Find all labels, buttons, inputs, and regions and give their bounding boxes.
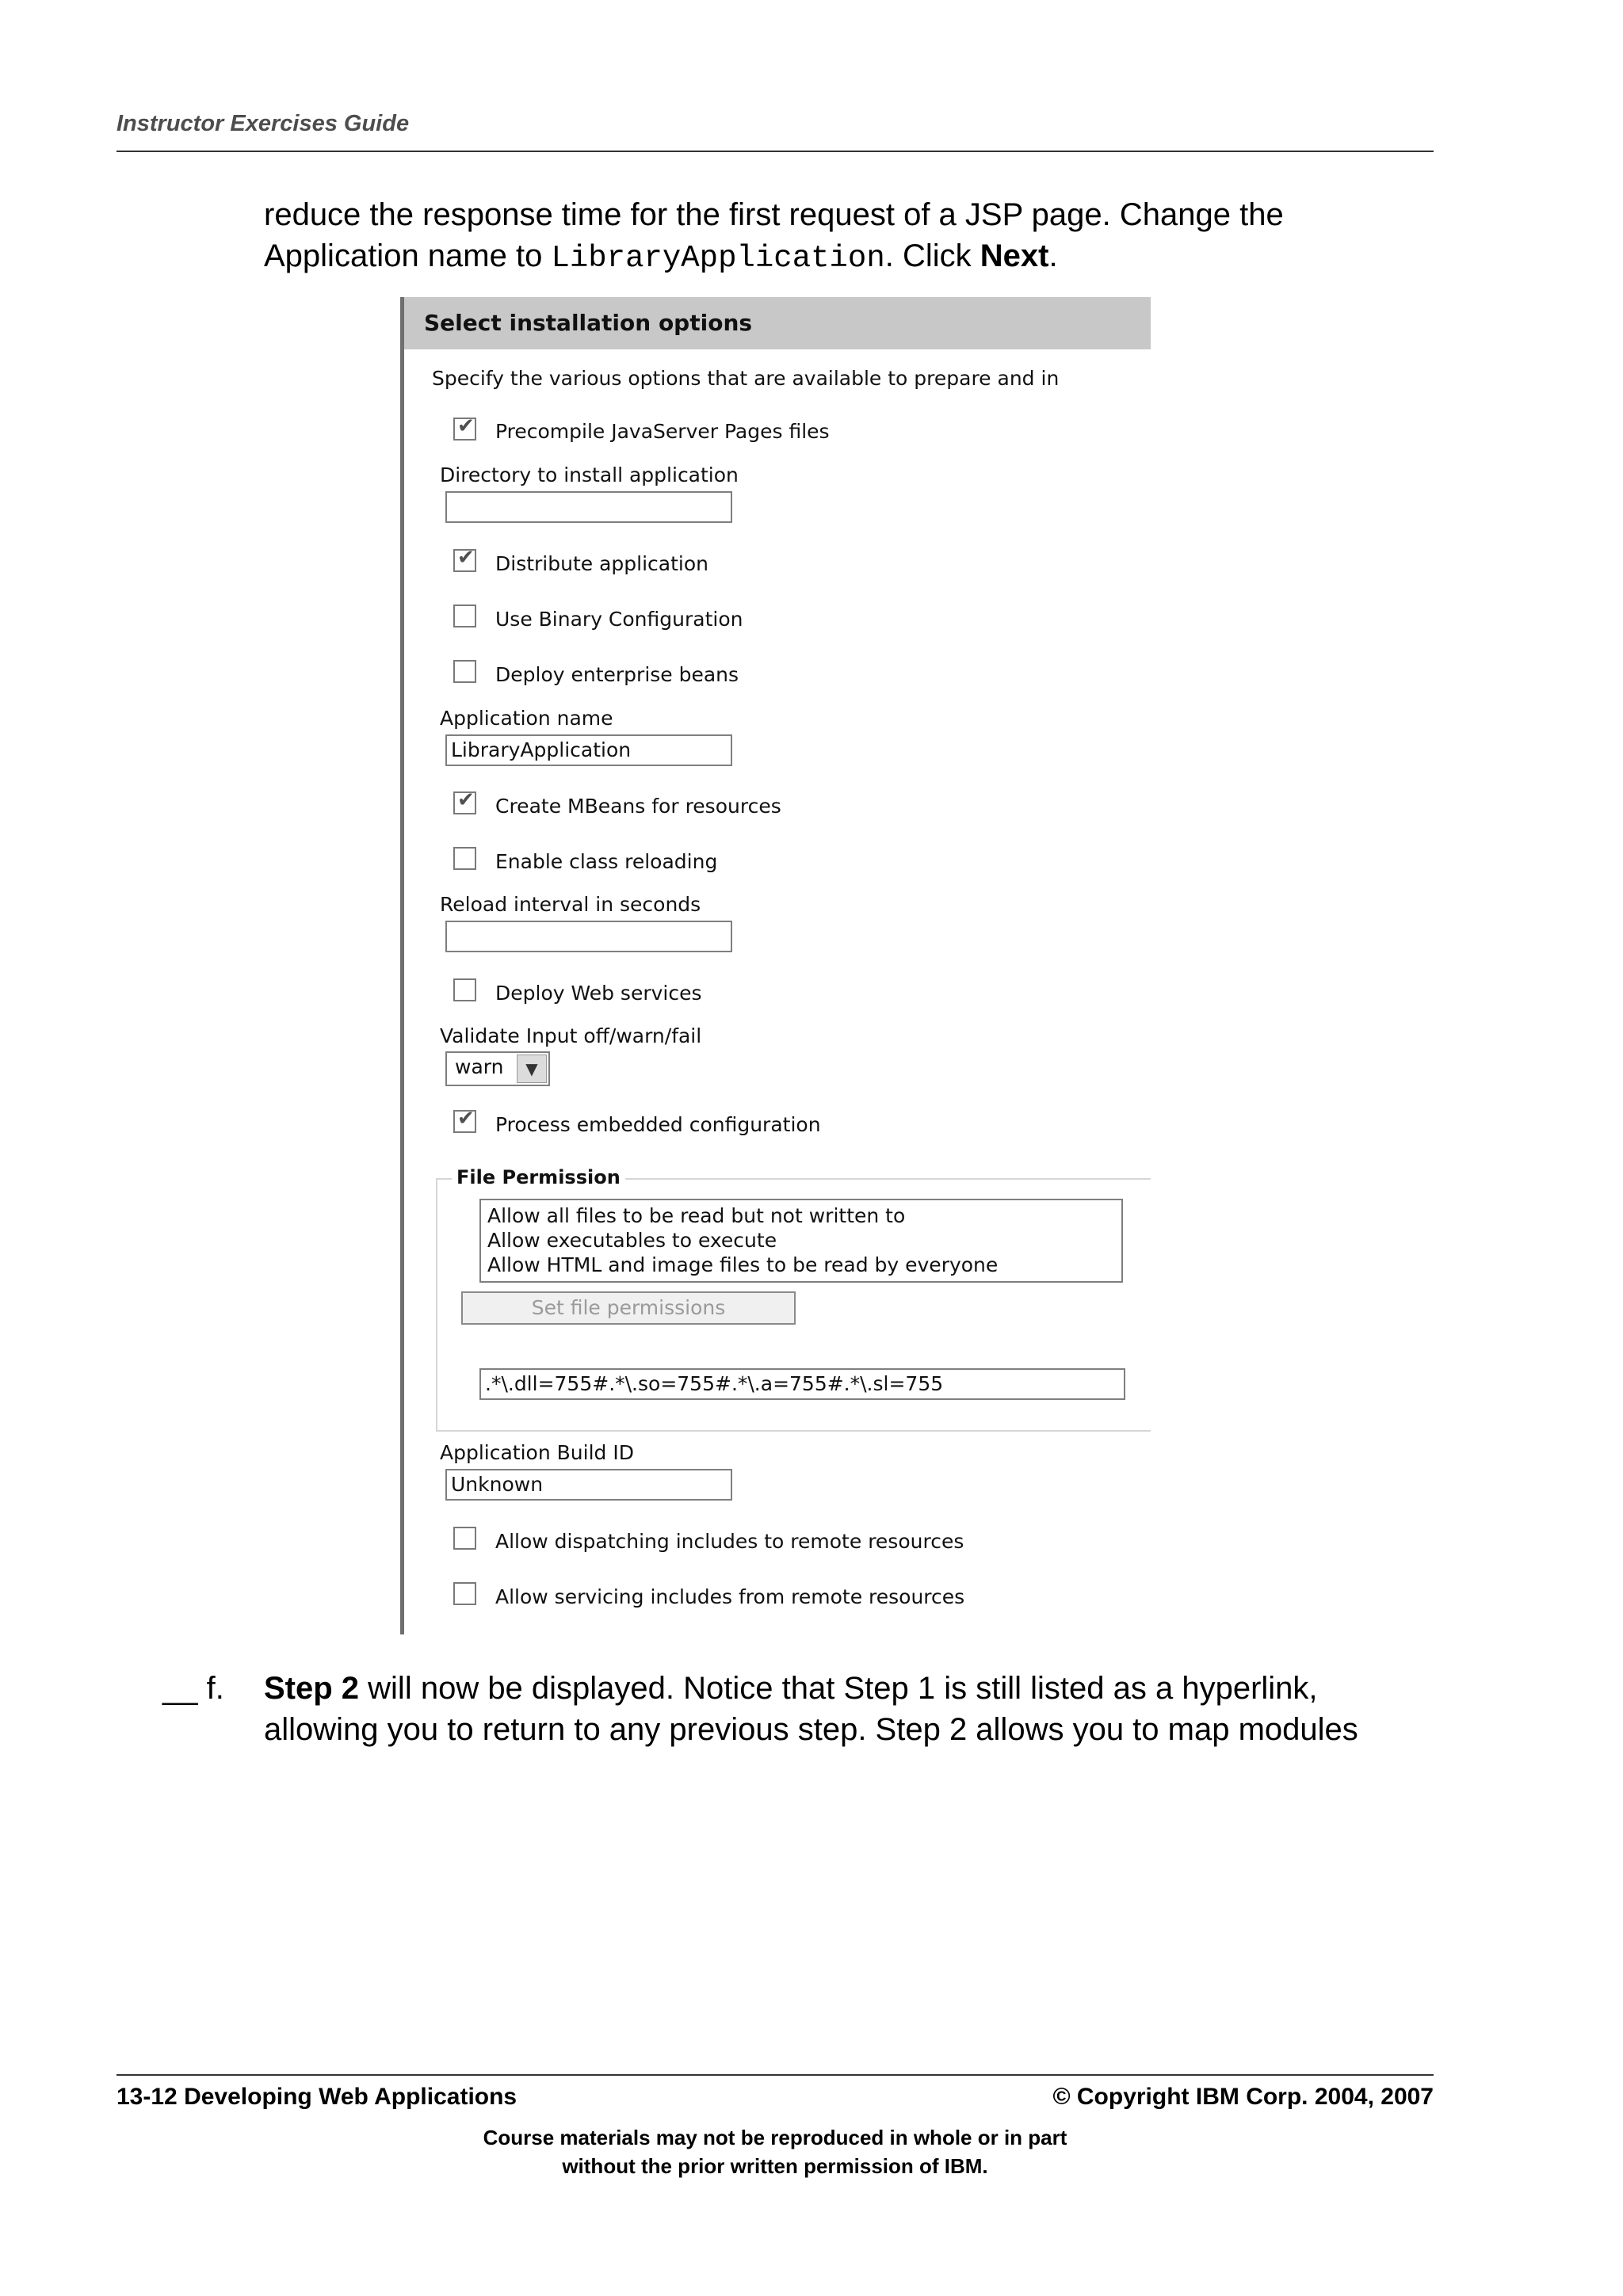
- binary-config-checkbox[interactable]: [453, 605, 476, 627]
- precompile-label: Precompile JavaServer Pages files: [495, 420, 830, 443]
- build-id-input[interactable]: Unknown: [445, 1469, 732, 1501]
- file-permission-input[interactable]: .*\.dll=755#.*\.so=755#.*\.a=755#.*\.sl=755: [479, 1368, 1125, 1400]
- embedded-config-label: Process embedded configuration: [495, 1113, 821, 1136]
- reload-interval-label: Reload interval in seconds: [440, 893, 701, 916]
- step-f-line-1: [264, 1668, 1453, 1709]
- step-2-keyword: Step 2: [264, 1671, 360, 1706]
- panel-description: Specify the various options that are available to prepare and in: [432, 367, 1060, 390]
- embedded-config-checkbox[interactable]: [453, 1107, 476, 1133]
- file-permission-option[interactable]: Allow executables to execute: [487, 1229, 777, 1252]
- validate-select-value: warn: [455, 1055, 504, 1078]
- installation-options-panel: [400, 297, 1151, 1634]
- web-services-checkbox[interactable]: [453, 978, 476, 1001]
- file-permission-option[interactable]: Allow HTML and image files to be read by everyone: [487, 1253, 999, 1276]
- distribute-label: Distribute application: [495, 552, 708, 575]
- intro-line-1: reduce the response time for the first request of a JSP page. Change the: [264, 197, 1284, 232]
- step-f-paragraph: [264, 1668, 1453, 1750]
- checkmark-icon: ✔: [457, 414, 475, 438]
- file-permission-list[interactable]: [479, 1199, 1123, 1283]
- mbeans-checkbox[interactable]: [453, 788, 476, 814]
- footer-note-line-2: without the prior written permission of IBM.: [562, 2154, 988, 2178]
- step-f-marker: __ f.: [162, 1671, 224, 1706]
- app-name-input[interactable]: LibraryApplication: [445, 734, 732, 766]
- intro-line-2-mid: . Click: [884, 238, 980, 273]
- chevron-down-icon[interactable]: ▼: [517, 1055, 547, 1083]
- distribute-checkbox[interactable]: [453, 546, 476, 572]
- mbeans-label: Create MBeans for resources: [495, 795, 781, 818]
- checkmark-icon: ✔: [457, 788, 475, 812]
- build-id-label: Application Build ID: [440, 1441, 634, 1464]
- precompile-checkbox[interactable]: [453, 414, 476, 441]
- class-reload-label: Enable class reloading: [495, 850, 718, 873]
- servicing-checkbox[interactable]: [453, 1582, 476, 1605]
- app-name-label: Application name: [440, 707, 613, 730]
- dispatching-checkbox[interactable]: [453, 1527, 476, 1550]
- step-f-line-2: allowing you to return to any previous step. Step 2 allows you to map modules: [264, 1712, 1358, 1747]
- web-services-label: Deploy Web services: [495, 982, 702, 1005]
- footer-note-line-1: Course materials may not be reproduced in whole or in part: [483, 2126, 1067, 2149]
- dispatching-label: Allow dispatching includes to remote resources: [495, 1530, 964, 1553]
- footer-page-label: 13-12 Developing Web Applications: [116, 2084, 517, 2110]
- panel-title: Select installation options: [404, 297, 1151, 349]
- checkmark-icon: ✔: [457, 1107, 475, 1131]
- running-header: Instructor Exercises Guide: [116, 111, 410, 136]
- servicing-label: Allow servicing includes from remote resources: [495, 1585, 965, 1608]
- checkmark-icon: ✔: [457, 546, 475, 570]
- footer-copyright: © Copyright IBM Corp. 2004, 2007: [1052, 2084, 1434, 2110]
- binary-config-label: Use Binary Configuration: [495, 608, 743, 631]
- set-file-permissions-button[interactable]: Set file permissions: [461, 1291, 796, 1325]
- directory-input[interactable]: [445, 491, 732, 523]
- class-reload-checkbox[interactable]: [453, 847, 476, 870]
- deploy-ejb-label: Deploy enterprise beans: [495, 663, 739, 686]
- deploy-ejb-checkbox[interactable]: [453, 660, 476, 683]
- intro-line-2-prefix: Application name to: [264, 238, 552, 273]
- validate-label: Validate Input off/warn/fail: [440, 1024, 702, 1047]
- footer-rule: [116, 2074, 1434, 2076]
- reload-interval-input[interactable]: [445, 921, 732, 952]
- intro-line-2-end: .: [1048, 238, 1058, 273]
- header-rule: [116, 151, 1434, 152]
- next-keyword: Next: [980, 238, 1049, 273]
- intro-line-2: [264, 235, 1453, 279]
- file-permission-option[interactable]: Allow all files to be read but not written to: [487, 1204, 906, 1227]
- file-permission-legend: File Permission: [452, 1166, 625, 1188]
- step-f-line-1-rest: will now be displayed. Notice that Step 1 is still listed as a hyperlink,: [359, 1671, 1318, 1706]
- app-name-code: LibraryApplication: [551, 241, 885, 276]
- validate-select[interactable]: [445, 1051, 550, 1086]
- intro-paragraph: [264, 194, 1453, 279]
- directory-label: Directory to install application: [440, 463, 739, 486]
